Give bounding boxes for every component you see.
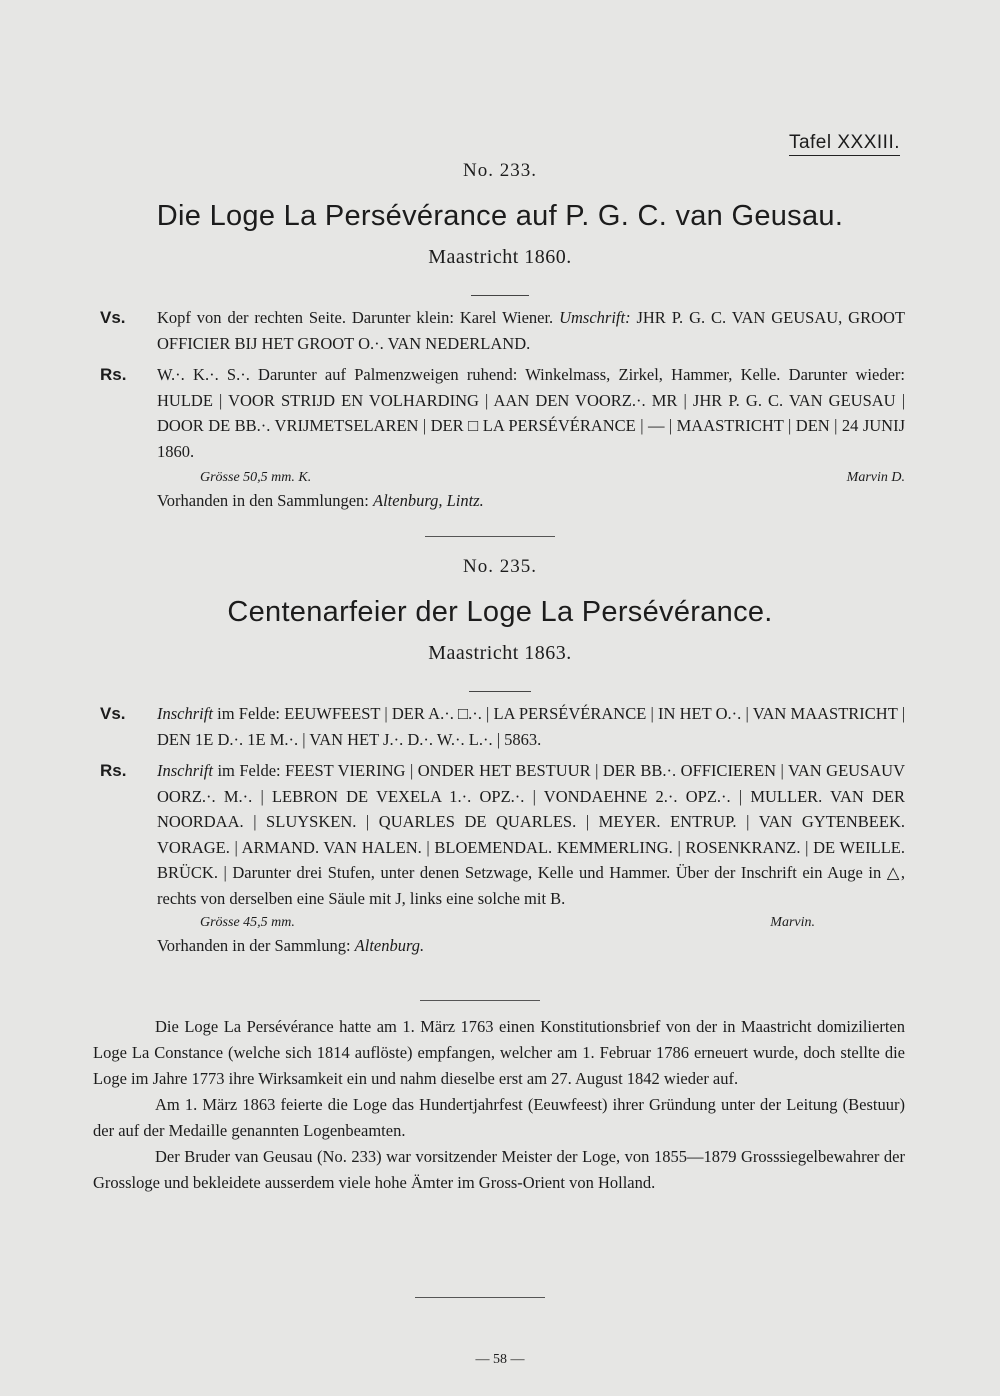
entry-title: Centenarfeier der Loge La Persévérance. xyxy=(227,596,773,628)
entry-title: Die Loge La Persévérance auf P. G. C. van Geusau. xyxy=(156,200,844,232)
plate-label: Tafel XXXIII. xyxy=(789,132,900,156)
ornament-divider xyxy=(0,286,1000,304)
obverse-row xyxy=(100,305,905,356)
medal-size: Grösse 50,5 mm. K. xyxy=(200,470,312,485)
reverse-label: Rs. xyxy=(100,761,127,780)
commentary xyxy=(93,1014,905,1196)
obverse-text: Kopf von der rechten Seite. Darunter klein: Karel Wiener. xyxy=(157,308,554,327)
holdings-prefix: Vorhanden in der Sammlung: xyxy=(157,936,351,955)
holdings-line xyxy=(157,488,905,514)
holdings-prefix: Vorhanden in den Sammlungen: xyxy=(157,491,369,510)
obverse-label: Vs. xyxy=(100,308,126,327)
engraver: Marvin. xyxy=(770,915,815,930)
page-number: — 58 — xyxy=(475,1352,525,1367)
obverse-label: Vs. xyxy=(100,704,126,723)
divider-rule xyxy=(420,1000,540,1001)
obverse-row xyxy=(100,701,905,752)
reverse-text: W.·. K.·. S.·. Darunter auf Palmenzweigen ruhend: Winkelmass, Zirkel, Hammer, Kelle. Darunter wieder: HULDE | VOOR STRIJD EN VOLHARDING | AAN DEN VOORZ.·. MR | JHR P. G. C. VAN GEUSAU | DOOR DE BB.·. VRIJMETSELAREN | DER □ LA PERSÉVÉRANCE | — | MAASTRICHT | DEN | 24 JUNIJ 1860. xyxy=(157,365,905,461)
obverse-umschrift: Umschrift: xyxy=(559,308,631,327)
holdings-places: Altenburg, Lintz. xyxy=(373,491,484,510)
reverse-label: Rs. xyxy=(100,365,127,384)
entry-place: Maastricht 1860. xyxy=(428,246,572,268)
size-line xyxy=(200,468,905,488)
entry-description xyxy=(100,701,905,959)
reverse-row xyxy=(100,362,905,464)
reverse-row xyxy=(100,758,905,911)
entry-description xyxy=(100,305,905,514)
divider-rule xyxy=(425,536,555,537)
reverse-inschrift: Inschrift xyxy=(157,761,213,780)
divider-rule xyxy=(415,1297,545,1298)
entry-number: No. 233. xyxy=(463,160,537,181)
holdings-places: Altenburg. xyxy=(354,936,425,955)
commentary-paragraph: Der Bruder van Geusau (No. 233) war vorsitzender Meister der Loge, von 1855—1879 Grosssiegelbewahrer der Grossloge und bekleidete ausserdem viele hohe Ämter im Gross-Orient von Holland. xyxy=(93,1147,905,1192)
obverse-text: im Felde: EEUWFEEST | DER A.·. □.·. | LA PERSÉVÉRANCE | IN HET O.·. | VAN MAASTRICHT | DEN 1E D.·. 1E M.·. | VAN HET J.·. D.·. W.·. L.·. | 5863. xyxy=(157,704,905,749)
engraver: Marvin D. xyxy=(846,470,905,485)
ornament-divider xyxy=(0,682,1000,700)
obverse-inschrift: Inschrift xyxy=(157,704,213,723)
commentary-paragraph: Am 1. März 1863 feierte die Loge das Hundertjahrfest (Eeuwfeest) ihrer Gründung unter der Leitung (Bestuur) der auf der Medaille genannten Logenbeamten. xyxy=(93,1095,905,1140)
medal-size: Grösse 45,5 mm. xyxy=(200,915,295,930)
entry-place: Maastricht 1863. xyxy=(428,642,572,664)
entry-number: No. 235. xyxy=(463,556,537,577)
commentary-paragraph: Die Loge La Persévérance hatte am 1. März 1763 einen Konstitutionsbrief von der in Maastricht domizilierten Loge La Constance (welche sich 1814 auflöste) empfangen, welcher am 1. Februar 1786 erneuert wurde, doch stellte die Loge im Jahre 1773 ihre Wirksamkeit ein und nahm dieselbe erst am 27. August 1842 wieder auf. xyxy=(93,1017,905,1088)
holdings-line xyxy=(157,933,905,959)
size-line xyxy=(200,913,905,933)
reverse-text: im Felde: FEEST VIERING | ONDER HET BESTUUR | DER BB.·. OFFICIEREN | VAN GEUSAUV OORZ.·. M.·. | LEBRON DE VEXELA 1.·. OPZ.·. | VONDAEHNE 2.·. OPZ.·. | MULLER. VAN DER NOORDAA. | SLUYSKEN. | QUARLES DE QUARLES. | MEYER. ENTRUP. | VAN GYTENBEEK. VORAGE. | ARMAND. VAN HALEN. | BLOEMENDAL. KEMMERLING. | ROSENKRANZ. | DE WEILLE. BRÜCK. | Darunter drei Stufen, unter denen Setzwage, Kelle und Hammer. Über der Inschrift ein Auge in △, rechts von derselben eine Säule mit J, links eine solche mit B. xyxy=(157,761,906,908)
obverse-legend: JHR P. G. C. VAN GEUSAU, GROOT OFFICIER BIJ HET GROOT O.·. VAN NEDERLAND. xyxy=(157,308,905,353)
